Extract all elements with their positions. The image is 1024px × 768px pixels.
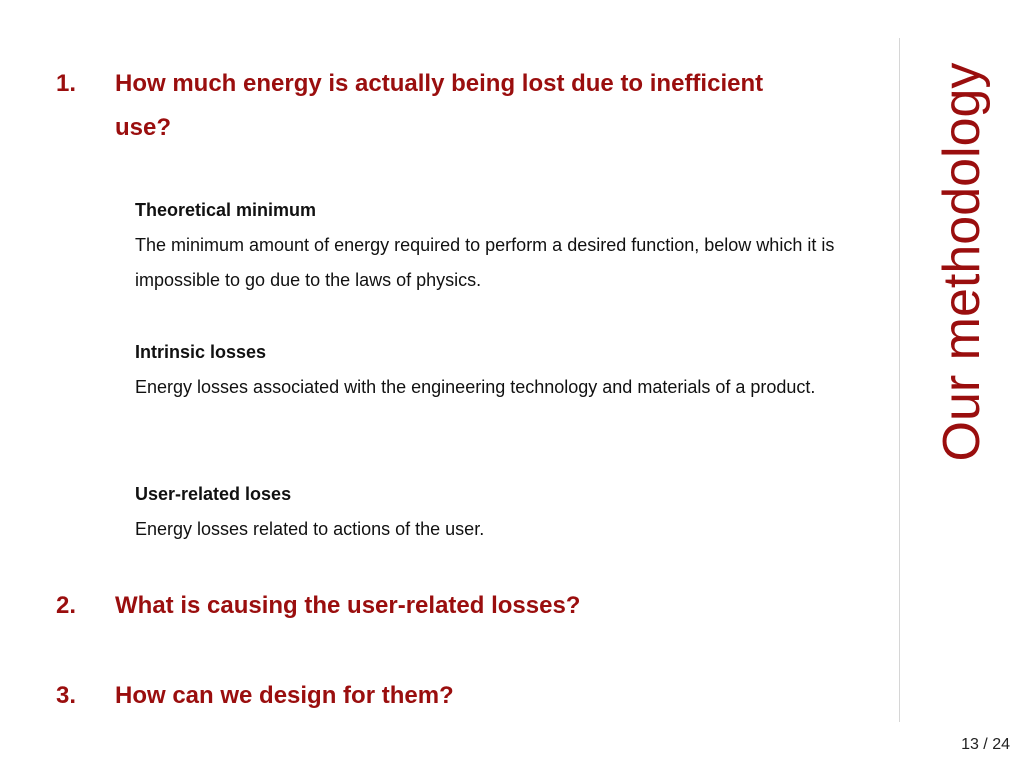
slide-title: Our methodology (933, 62, 991, 462)
vertical-divider (899, 38, 900, 722)
question-1 (56, 62, 816, 150)
definition-term: Theoretical minimum (135, 200, 317, 220)
question-number: 2. (56, 592, 77, 619)
question-number: 3. (56, 682, 77, 709)
question-text: What is causing the user-related losses? (115, 592, 581, 619)
definition-theoretical-minimum (135, 193, 875, 298)
question-text: How can we design for them? (115, 682, 454, 709)
definition-description: The minimum amount of energy required to perform a desired function, below which it is impossible to go due to the laws of physics. (135, 235, 835, 290)
question-2 (56, 584, 816, 628)
definition-term: User-related loses (135, 484, 292, 504)
page-number: 13 / 24 (961, 736, 1010, 753)
question-text: How much energy is actually being lost due to inefficient use? (115, 70, 764, 141)
definition-description: Energy losses related to actions of the user. (135, 519, 485, 539)
question-number: 1. (56, 70, 77, 97)
definition-description: Energy losses associated with the engineering technology and materials of a product. (135, 377, 816, 397)
definition-term: Intrinsic losses (135, 342, 267, 362)
definition-intrinsic-losses (135, 335, 875, 405)
definition-user-related-losses (135, 477, 875, 547)
question-3 (56, 674, 816, 718)
